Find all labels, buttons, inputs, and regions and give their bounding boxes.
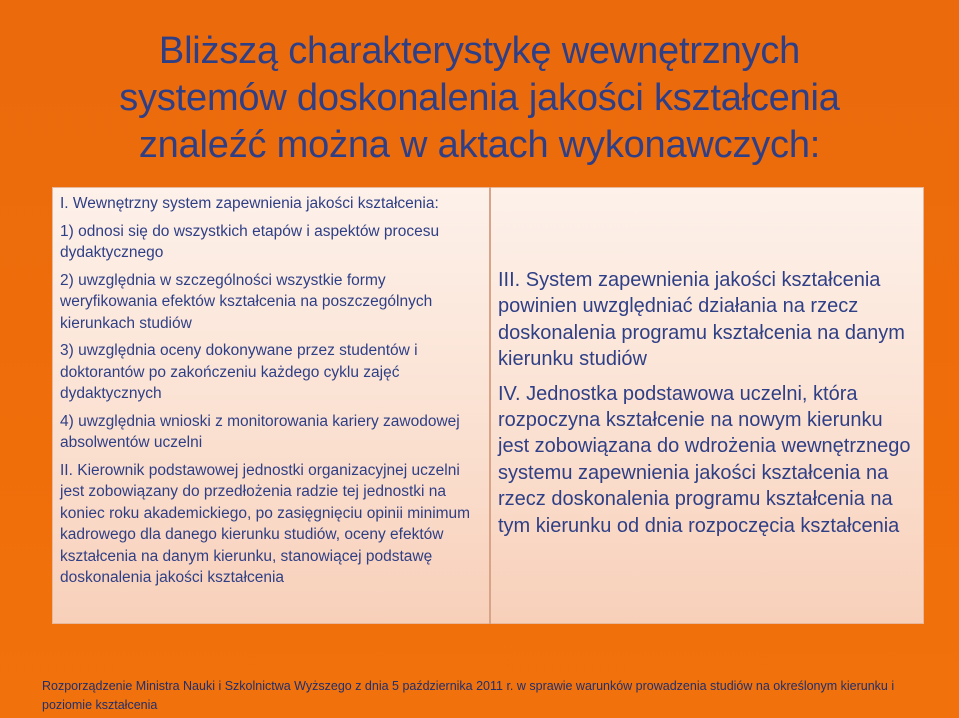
section-iii-paragraph: III. System zapewnienia jakości kształcenia powinien uwzględniać działania na rzecz doskonalenia programu kształcenia na danym kierunku studiów xyxy=(498,269,905,371)
list-item-1: 1) odnosi się do wszystkich etapów i aspektów procesu dydaktycznego xyxy=(60,222,440,261)
section-iv-paragraph: IV. Jednostka podstawowa uczelni, która rozpoczyna kształcenie na nowym kierunku jest zobowiązana do wdrożenia wewnętrznego systemu zapewnienia jakości kształcenia na rzecz doskonalenia programu kształcenia na tym kierunku od dnia rozpoczęcia kształcenia xyxy=(498,382,911,537)
title-line-2: systemów doskonalenia jakości kształcenia xyxy=(119,77,840,119)
title-line-3: znaleźć można w aktach wykonawczych: xyxy=(138,124,821,166)
right-column xyxy=(498,267,913,547)
column-divider xyxy=(489,187,491,624)
slide-title xyxy=(0,28,959,169)
list-item-2: 2) uwzględnia w szczególności wszystkie formy weryfikowania efektów kształcenia na poszczególnych kierunkach studiów xyxy=(60,271,433,332)
footer-citation: Rozporządzenie Ministra Nauki i Szkolnictwa Wyższego z dnia 5 października 2011 r. w sprawie warunków prowadzenia studiów na określonym kierunku i poziomie kształcenia xyxy=(42,679,895,712)
list-item-3: 3) uwzględnia oceny dokonywane przez studentów i doktorantów po zakończeniu każdego cyklu zajęć dydaktycznych xyxy=(60,342,418,402)
left-column xyxy=(60,193,486,595)
section-i-heading: I. Wewnętrzny system zapewnienia jakości kształcenia: xyxy=(60,195,439,212)
title-line-1: Bliższą charakterystykę wewnętrznych xyxy=(158,30,801,72)
section-ii-paragraph: II. Kierownik podstawowej jednostki organizacyjnej uczelni jest zobowiązany do przedłożenia radzie tej jednostki na koniec roku akademickiego, po zasięgnięciu opinii minimum kadrowego dla danego kierunku studiów, oceny efektów kształcenia na danym kierunku, stanowiącej podstawę doskonalenia jakości kształcenia xyxy=(60,461,471,586)
list-item-4: 4) uwzględnia wnioski z monitorowania kariery zawodowej absolwentów uczelni xyxy=(60,412,460,451)
